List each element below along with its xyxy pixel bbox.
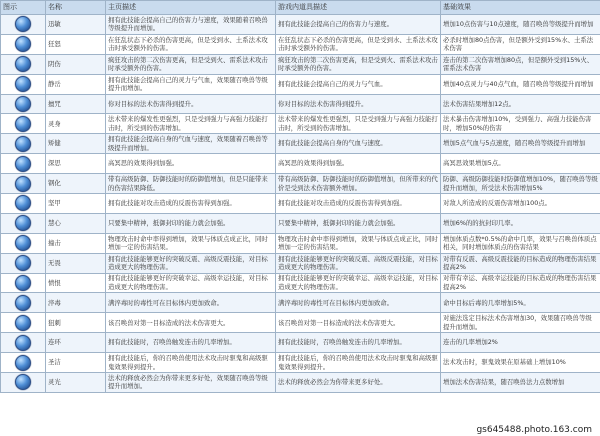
- skill-orb-icon: [15, 355, 31, 371]
- skill-base-effect: 对施法选定目标法术伤害增加30，效果随召唤兽等级提升而增加。: [441, 313, 600, 333]
- table-row: [1, 174, 600, 194]
- skill-orb-icon: [15, 255, 31, 271]
- skill-orb-icon: [15, 235, 31, 251]
- icon-cell: [1, 15, 46, 35]
- skill-name: 狂怒: [46, 34, 106, 54]
- icon-cell: [1, 313, 46, 333]
- header-game: 游戏内道具描述: [276, 1, 441, 15]
- icon-cell: [1, 94, 46, 114]
- skill-name: 矫健: [46, 134, 106, 154]
- skill-orb-icon: [15, 16, 31, 32]
- skill-game-desc: 拥有此技能对攻击造成的反震伤害得到加强。: [276, 194, 441, 214]
- header-name: 名称: [46, 1, 106, 15]
- table-row: [1, 94, 600, 114]
- skill-desc: 拥有此技能会提高自身的气血与速度，效果随着召唤兽等级提升而增加。: [106, 134, 276, 154]
- skill-name: 坚甲: [46, 194, 106, 214]
- skill-desc: 拥有此技能能够更好的突破反震、高级反震技能，对目标造成更大的物理伤害。: [106, 253, 276, 273]
- skill-name: 静岳: [46, 74, 106, 94]
- table-row: [1, 213, 600, 233]
- skill-base-effect: 命中目标后毒的几率增加5%。: [441, 293, 600, 313]
- skill-game-desc: 带有高级防御、防御技能时的防御值增加，但所带来的代价是受到法术伤害额外增加。: [276, 174, 441, 194]
- skill-desc: 在狂乱状态下必杀的伤害更高，但是受到水、土系法术攻击时承受额外的伤害。: [106, 34, 276, 54]
- icon-cell: [1, 273, 46, 293]
- skill-base-effect: 连击的几率增加2%: [441, 333, 600, 353]
- table-row: [1, 34, 600, 54]
- icon-cell: [1, 114, 46, 134]
- skill-orb-icon: [15, 176, 31, 192]
- skill-game-desc: 拥有此技能时，召唤兽触发连击的几率增加。: [276, 333, 441, 353]
- skill-name: 钢化: [46, 174, 106, 194]
- table-row: [1, 74, 600, 94]
- table-row: [1, 333, 600, 353]
- header-row: [1, 1, 600, 15]
- skill-base-effect: 对带有幸运、高级幸运技能的目标造成的物理伤害结果提高2%: [441, 273, 600, 293]
- skill-desc: 该召唤兽对第一目标造成的法术伤害更大。: [106, 313, 276, 333]
- icon-cell: [1, 54, 46, 74]
- skill-desc: 高冥思的效果得到加强。: [106, 154, 276, 174]
- skill-desc: 拥有此技能时，召唤兽触发连击的几率增加。: [106, 333, 276, 353]
- skill-desc: 带有高级防御、防御技能时的防御值增加，但是只能带来的伤害结果降低。: [106, 174, 276, 194]
- skill-game-desc: 拥有此技能会提高自身的气血与速度。: [276, 134, 441, 154]
- skill-base-effect: 增加5点气血与5点速度，随召唤兽等级提升而增加: [441, 134, 600, 154]
- skill-orb-icon: [15, 56, 31, 72]
- skill-desc: 你对目标的法术伤害得到提升。: [106, 94, 276, 114]
- skill-desc: 拥有此技能能够更好的突破幸运、高级幸运技能，对目标造成更大的物理伤害。: [106, 273, 276, 293]
- watermark: gs645488.photo.163.com: [476, 425, 592, 435]
- skill-name: 阴伤: [46, 54, 106, 74]
- skill-game-desc: 拥有此技能会提高自己的灵力与气血。: [276, 74, 441, 94]
- skill-base-effect: 增加6%的的抗封印几率。: [441, 213, 600, 233]
- skill-desc: 拥有此技能会提高自己的灵力与气血，效果随召唤兽等级提升而增加。: [106, 74, 276, 94]
- skill-name: 狙刺: [46, 313, 106, 333]
- skill-orb-icon: [15, 156, 31, 172]
- skill-game-desc: 该召唤兽对第一目标造成的法术伤害更大。: [276, 313, 441, 333]
- skill-desc: 拥有此技能对攻击造成的反震伤害得到加强。: [106, 194, 276, 214]
- skill-game-desc: 法术带来的爆发性更强烈，只是受到强力与高强力技能打击时，所受到的伤害增加。: [276, 114, 441, 134]
- skill-desc: 法术的释放必然会为你带来更多好处，效果随召唤兽等级提升而增加。: [106, 373, 276, 393]
- skill-name: 无畏: [46, 253, 106, 273]
- skill-base-effect: 对敌人所造成的反震伤害增加100点。: [441, 194, 600, 214]
- table-row: [1, 313, 600, 333]
- skill-orb-icon: [15, 374, 31, 390]
- skill-desc: 法术带来的爆发性更强烈，只是受到强力与高强力技能打击时，所受到的伤害增加。: [106, 114, 276, 134]
- skill-game-desc: 拥有此技能会提高自己的伤害力与速度。: [276, 15, 441, 35]
- skill-name: 擅咒: [46, 94, 106, 114]
- table-row: [1, 253, 600, 273]
- table-row: [1, 233, 600, 253]
- skill-orb-icon: [15, 335, 31, 351]
- table-row: [1, 273, 600, 293]
- skill-base-effect: 增加10点伤害与10点速度，随召唤兽等级提升而增加: [441, 15, 600, 35]
- skill-game-desc: 拥有此技能能够更好的突破幸运、高级幸运技能，对目标造成更大的物理伤害。: [276, 273, 441, 293]
- skill-orb-icon: [15, 96, 31, 112]
- skill-game-desc: 拥有此技能后，你的召唤兽使用法术攻击时驱鬼和高级驱鬼效果得到提升。: [276, 353, 441, 373]
- icon-cell: [1, 353, 46, 373]
- skill-base-effect: 增加法术伤害结果，随召唤兽法力点数增加: [441, 373, 600, 393]
- skill-name: 灵身: [46, 114, 106, 134]
- skill-game-desc: 你对目标的法术伤害得到提升。: [276, 94, 441, 114]
- skill-desc: 物理攻击时命中率得到增加，效果与体质点成正比，同时增加一定的伤害结果。: [106, 233, 276, 253]
- table-row: [1, 114, 600, 134]
- icon-cell: [1, 194, 46, 214]
- skill-name: 圣洁: [46, 353, 106, 373]
- icon-cell: [1, 373, 46, 393]
- skill-base-effect: 防御、高级防御技能时防御值增加10%，随召唤兽等级提升而增加，所受法术伤害增加5%: [441, 174, 600, 194]
- skill-game-desc: 满淬毒时的毒性可在目标体内更加致命。: [276, 293, 441, 313]
- icon-cell: [1, 74, 46, 94]
- skill-base-effect: 增加体质点数*0.5%的命中几率，效果与召唤兽体质点相关，同时增加体质点的伤害结果: [441, 233, 600, 253]
- skill-base-effect: 法术攻击时，驱鬼效果在原基础上增加10%: [441, 353, 600, 373]
- skill-name: 慧心: [46, 213, 106, 233]
- skill-name: 深思: [46, 154, 106, 174]
- header-base: 基础效果: [441, 1, 600, 15]
- skill-desc: 拥有此技能后，你的召唤兽使用法术攻击时驱鬼和高级驱鬼效果得到提升。: [106, 353, 276, 373]
- skill-orb-icon: [15, 215, 31, 231]
- skill-desc: 满淬毒时的毒性可在目标体内更加致命。: [106, 293, 276, 313]
- skill-game-desc: 疯狂攻击的第二次伤害更高，但是受到火、雷系法术攻击时承受额外的伤害。: [276, 54, 441, 74]
- table-row: [1, 15, 600, 35]
- skill-game-desc: 拥有此技能能够更好的突破反震、高级反震技能，对目标造成更大的物理伤害。: [276, 253, 441, 273]
- skill-base-effect: 法术伤害结果增加12点。: [441, 94, 600, 114]
- skill-base-effect: 对带有反震、高级反震技能的目标造成的物理伤害结果提高2%: [441, 253, 600, 273]
- skill-orb-icon: [15, 195, 31, 211]
- header-icon: 图示: [1, 1, 46, 15]
- table-row: [1, 134, 600, 154]
- icon-cell: [1, 253, 46, 273]
- table-row: [1, 194, 600, 214]
- skill-desc: 拥有此技能会提高自己的伤害力与速度，效果随着召唤兽等级提升而增加。: [106, 15, 276, 35]
- skill-name: 迅敏: [46, 15, 106, 35]
- table-row: [1, 353, 600, 373]
- header-desc: 主页描述: [106, 1, 276, 15]
- skill-name: 愤恨: [46, 273, 106, 293]
- skill-desc: 只要集中精神，抵御封印的能力就会加强。: [106, 213, 276, 233]
- skill-orb-icon: [15, 275, 31, 291]
- icon-cell: [1, 333, 46, 353]
- skill-base-effect: 增加40点灵力与40点气血，随召唤兽等级提升而增加: [441, 74, 600, 94]
- skill-base-effect: 法术暴击伤害增加10%，受到强力、高强力技能伤害时，增加50%的伤害: [441, 114, 600, 134]
- skill-orb-icon: [15, 315, 31, 331]
- skill-desc: 疯狂攻击的第二次伤害更高，但是受到火、雷系法术攻击时承受额外的伤害。: [106, 54, 276, 74]
- skill-name: 淬毒: [46, 293, 106, 313]
- skill-base-effect: 连击的第二次伤害增加80点，但是额外受到15%火、雷系法术伤害: [441, 54, 600, 74]
- skill-orb-icon: [15, 116, 31, 132]
- table-row: [1, 293, 600, 313]
- skill-base-effect: 高冥思效果增加5点。: [441, 154, 600, 174]
- icon-cell: [1, 134, 46, 154]
- skill-base-effect: 必杀时增加80点伤害，但是额外受到15%水、土系法术伤害: [441, 34, 600, 54]
- skill-name: 撞击: [46, 233, 106, 253]
- table-row: [1, 373, 600, 393]
- table-row: [1, 54, 600, 74]
- skill-name: 连环: [46, 333, 106, 353]
- icon-cell: [1, 34, 46, 54]
- skill-name: 灵光: [46, 373, 106, 393]
- skill-orb-icon: [15, 136, 31, 152]
- icon-cell: [1, 233, 46, 253]
- skill-game-desc: 法术的释放必然会为你带来更多好处。: [276, 373, 441, 393]
- icon-cell: [1, 174, 46, 194]
- skill-game-desc: 物理攻击时命中率得到增加，效果与体质点成正比，同时增加一定的伤害结果。: [276, 233, 441, 253]
- skill-game-desc: 在狂乱状态下必杀的伤害更高，但是受到水、土系法术攻击时承受额外的伤害。: [276, 34, 441, 54]
- skill-orb-icon: [15, 36, 31, 52]
- icon-cell: [1, 213, 46, 233]
- skill-game-desc: 高冥思的效果得到加强。: [276, 154, 441, 174]
- table-row: [1, 154, 600, 174]
- icon-cell: [1, 154, 46, 174]
- skill-orb-icon: [15, 295, 31, 311]
- icon-cell: [1, 293, 46, 313]
- skill-game-desc: 只要集中精神，抵御封印的能力就会加强。: [276, 213, 441, 233]
- skill-orb-icon: [15, 76, 31, 92]
